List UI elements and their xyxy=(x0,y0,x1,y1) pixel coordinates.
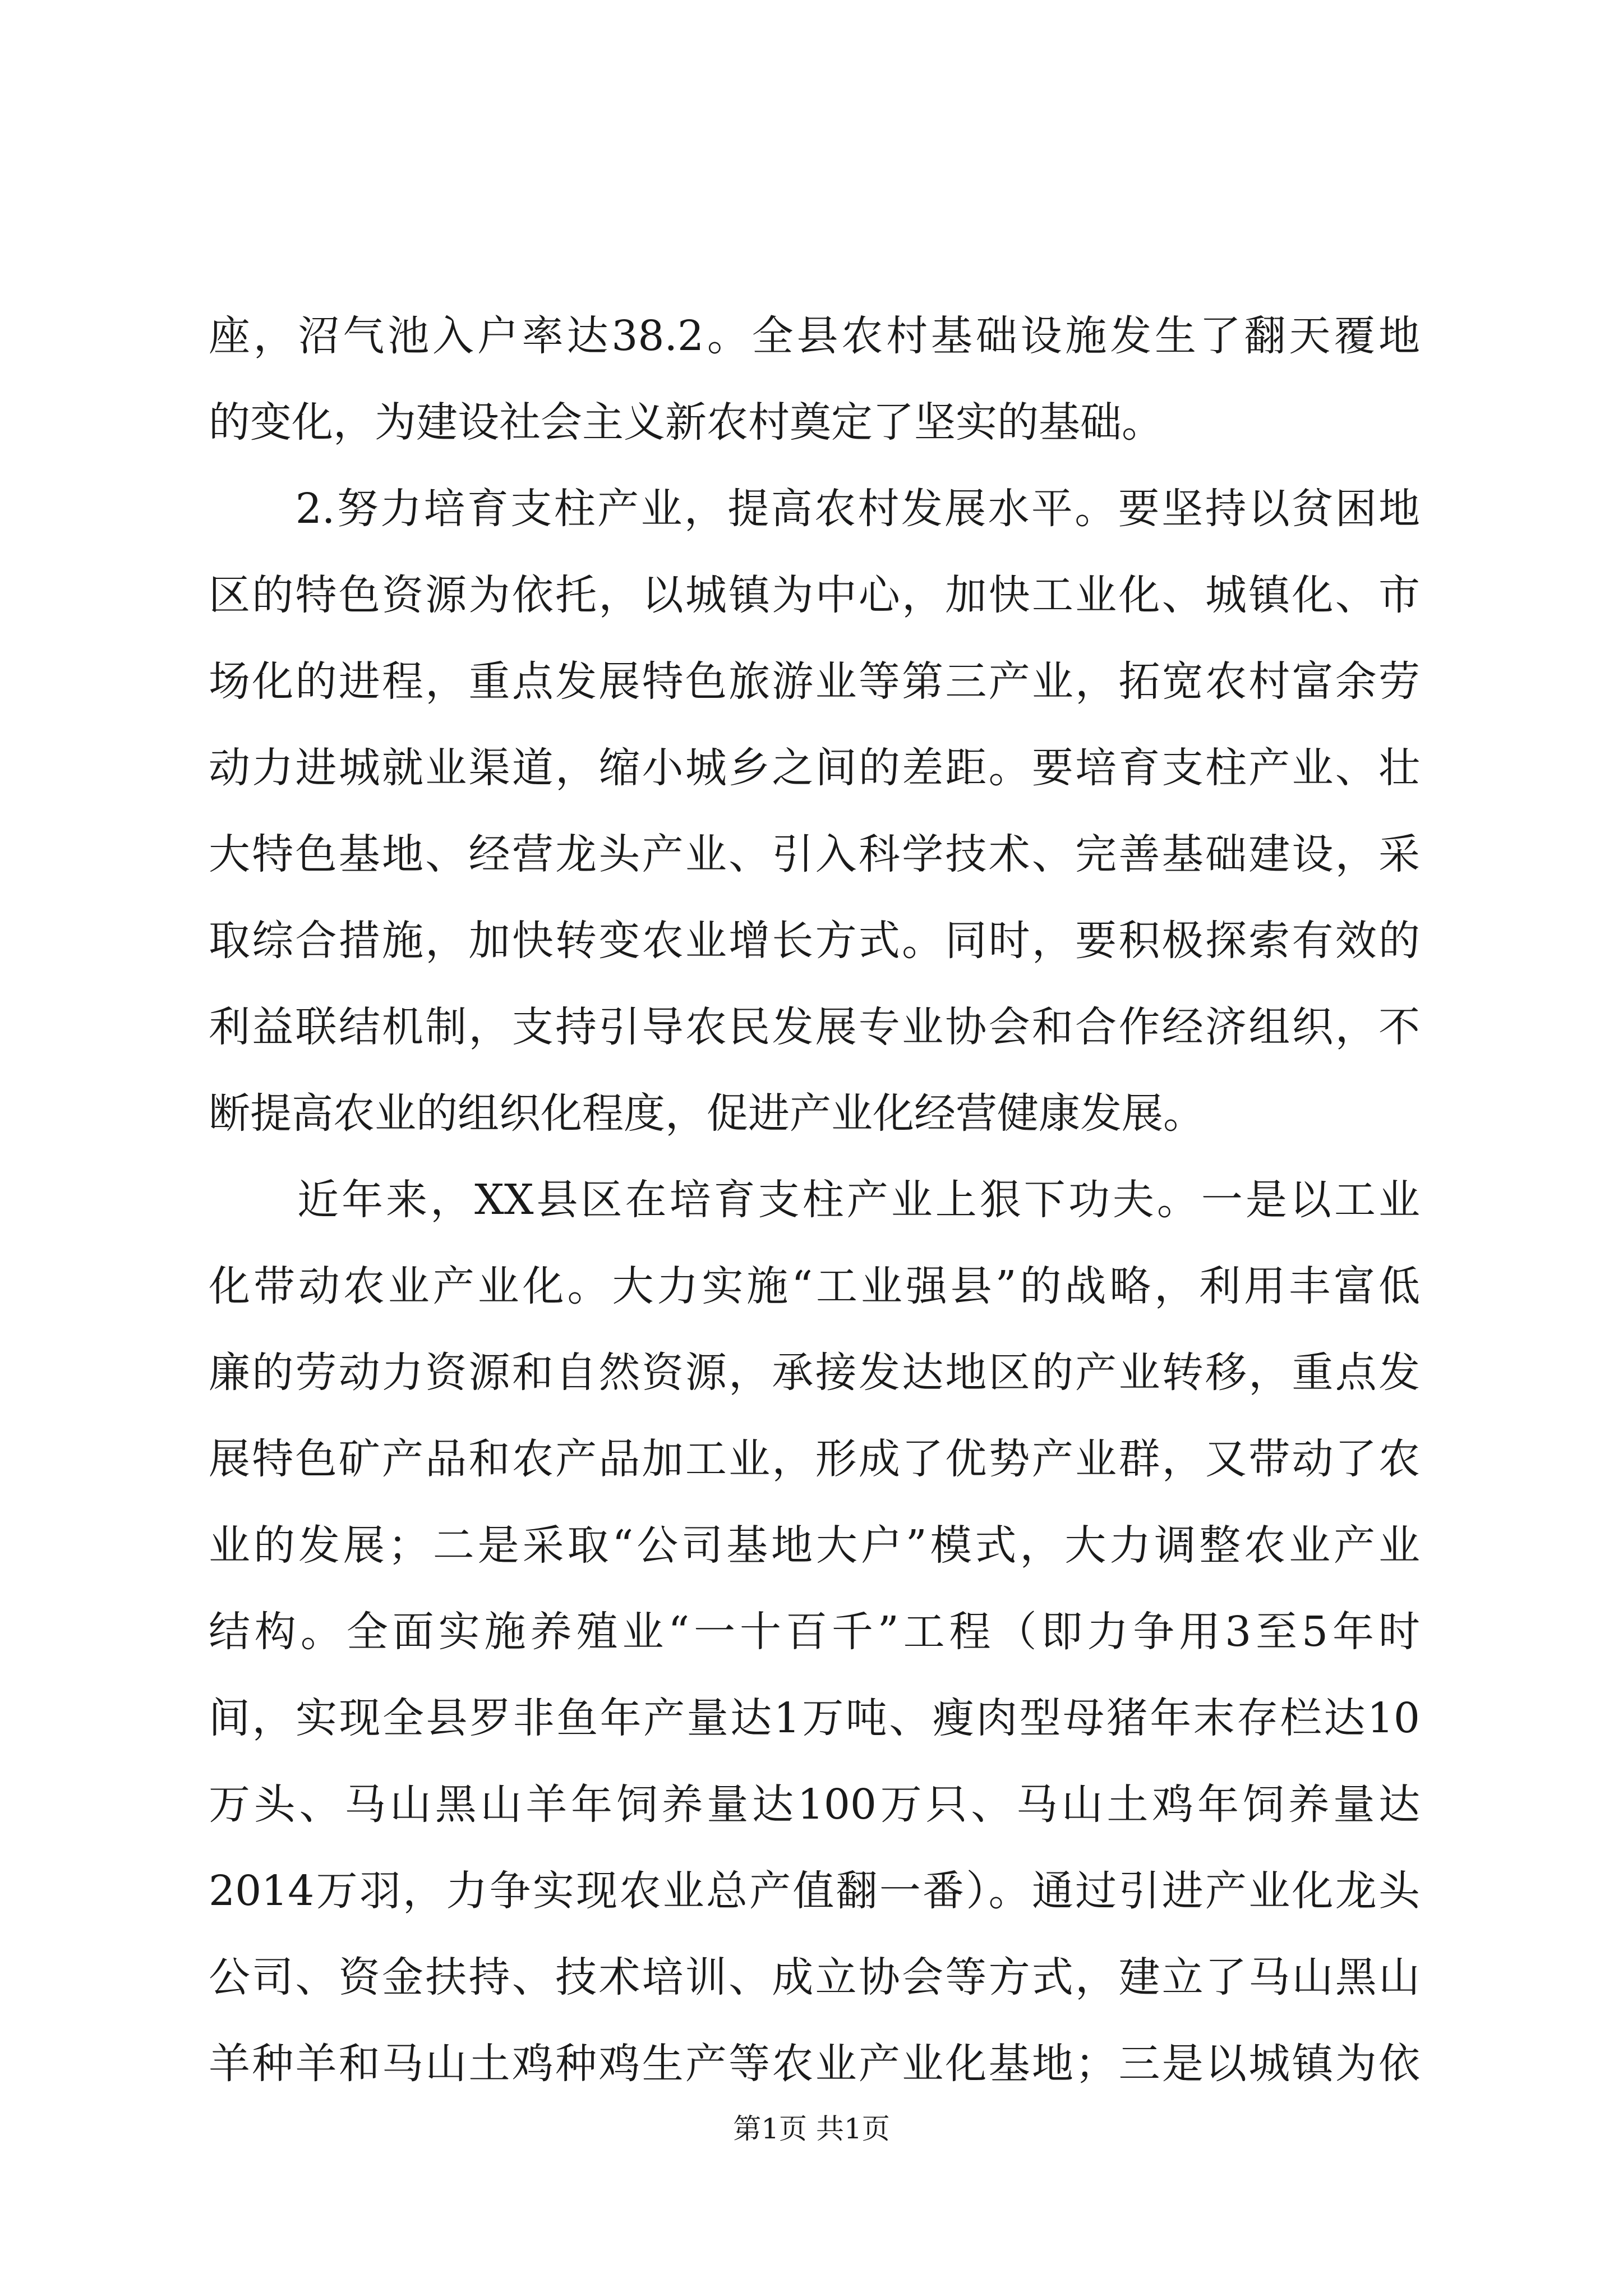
text-line: 利益联结机制，支持引导农民发展专业协会和合作经济组织，不 xyxy=(209,1003,1420,1051)
text-line: 2014万羽，力争实现农业总产值翻一番）。通过引进产业化龙头 xyxy=(209,1867,1420,1915)
text-line: 化带动农业产业化。大力实施“工业强县”的战略，利用丰富低 xyxy=(209,1262,1420,1310)
text-line: 动力进城就业渠道，缩小城乡之间的差距。要培育支柱产业、壮 xyxy=(209,744,1420,792)
text-line: 场化的进程，重点发展特色旅游业等第三产业，拓宽农村富余劳 xyxy=(209,657,1420,706)
text-line: 廉的劳动力资源和自然资源，承接发达地区的产业转移，重点发 xyxy=(209,1349,1420,1397)
text-line: 羊种羊和马山土鸡种鸡生产等农业产业化基地；三是以城镇为依 xyxy=(209,2040,1420,2088)
text-line: 展特色矿产品和农产品加工业，形成了优势产业群，又带动了农 xyxy=(209,1435,1420,1483)
document-body xyxy=(209,293,1420,2107)
text-line: 公司、资金扶持、技术培训、成立协会等方式，建立了马山黑山 xyxy=(209,1953,1420,2001)
page-footer xyxy=(0,2109,1623,2148)
page-number: 第1页 共1页 xyxy=(733,2113,890,2145)
text-line: 业的发展；二是采取“公司基地大户”模式，大力调整农业产业 xyxy=(209,1521,1420,1570)
text-line: 万头、马山黑山羊年饲养量达100万只、马山土鸡年饲养量达 xyxy=(209,1780,1420,1829)
text-line: 区的特色资源为依托，以城镇为中心，加快工业化、城镇化、市 xyxy=(209,571,1420,619)
text-line: 结构。全面实施养殖业“一十百千”工程（即力争用3至5年时 xyxy=(209,1608,1420,1656)
text-line: 取综合措施，加快转变农业增长方式。同时，要积极探索有效的 xyxy=(209,917,1420,965)
text-line: 断提高农业的组织化程度，促进产业化经营健康发展。 xyxy=(209,1089,1205,1138)
text-line: 间，实现全县罗非鱼年产量达1万吨、瘦肉型母猪年末存栏达10 xyxy=(209,1694,1420,1742)
text-line: 的变化，为建设社会主义新农村奠定了坚实的基础。 xyxy=(209,398,1163,447)
text-line: 座，沼气池入户率达38.2。全县农村基础设施发生了翻天覆地 xyxy=(209,312,1420,360)
text-line: 近年来，XX县区在培育支柱产业上狠下功夫。一是以工业 xyxy=(209,1176,1420,1224)
text-line: 2.努力培育支柱产业，提高农村发展水平。要坚持以贫困地 xyxy=(209,485,1420,533)
text-line: 大特色基地、经营龙头产业、引入科学技术、完善基础建设，采 xyxy=(209,830,1420,878)
